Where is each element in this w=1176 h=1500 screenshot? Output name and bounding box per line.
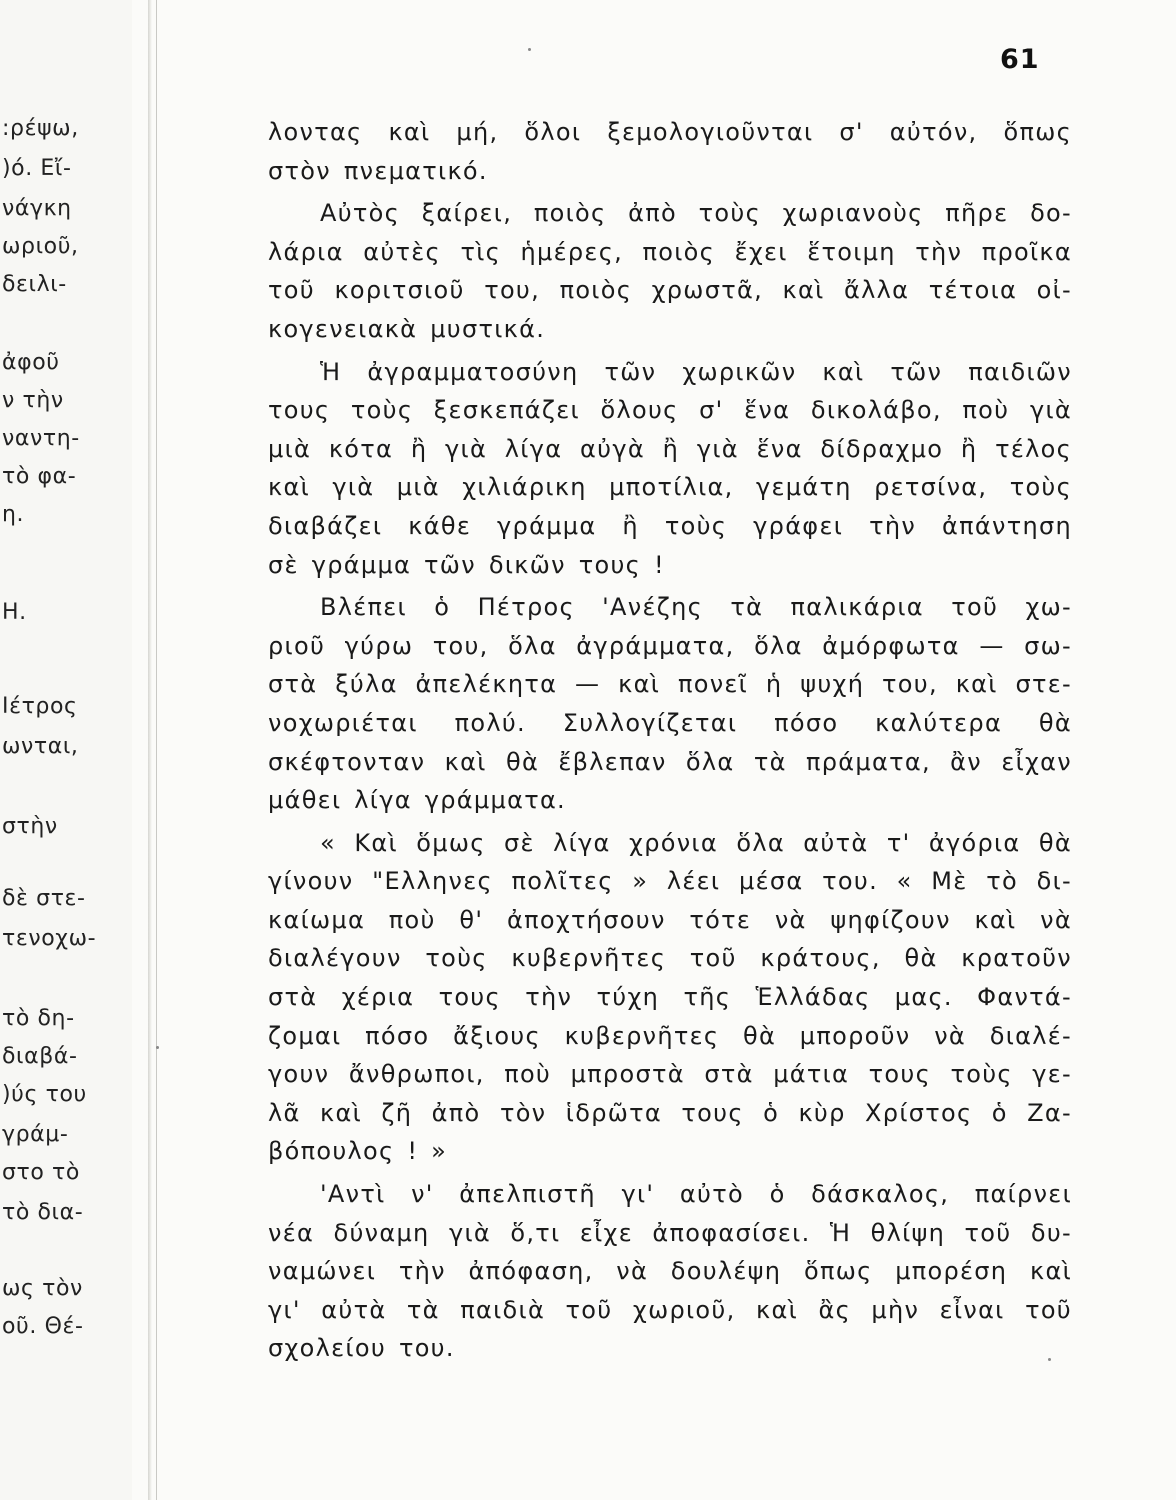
left-page-line: Ιέτρος [2,694,78,719]
text-line: σὲ γράμμα τῶν δικῶν τους ! [268,550,665,579]
paragraph [268,588,1072,820]
left-page-line: ως τὸν [2,1276,83,1301]
left-page-line: νάγκη [2,196,72,221]
paragraph [268,1175,1072,1368]
text-line: Αὐτὸς ξαίρει, ποιὸς ἀπὸ τοὺς χωριανοὺς πῆρε δο- [320,199,1072,228]
text-line: στὰ ξύλα ἀπελέκητα — καὶ πονεῖ ἡ ψυχή του, καὶ στε- [268,670,1072,699]
paragraph [268,194,1072,348]
paragraph [268,353,1072,585]
text-line: διαλέγουν τοὺς κυβερνῆτες τοῦ κράτους, θὰ κρατοῦν [268,944,1072,973]
left-page-line: ωνται, [2,734,79,759]
text-line: « Καὶ ὅμως σὲ λίγα χρόνια ὅλα αὐτὰ τ' ἀγόρια θὰ [320,828,1072,857]
text-line: σκέφτονταν καὶ θὰ ἔβλεπαν ὅλα τὰ πράματα, ἂν εἶχαν [268,747,1072,776]
paragraph [268,824,1072,1171]
text-line: στὰ χέρια τους τὴν τύχη τῆς Ἑλλάδας μας. Φαντά- [268,983,1072,1012]
text-line: βόπουλος ! » [268,1137,448,1166]
left-page-line: ν τὴν [2,388,64,413]
left-page-line: )ό. Εἴ- [2,156,72,181]
text-line: λοντας καὶ μή, ὅλοι ξεμολογιοῦνται σ' αὐτόν, ὅπως [268,118,1072,146]
text-line: μάθει λίγα γράμματα. [268,786,566,815]
left-page-line: στὴν [2,814,58,839]
left-page-line: τὸ δη- [2,1006,75,1031]
book-gutter [148,0,152,1500]
left-page-line: τὸ δια- [2,1200,84,1225]
text-line: λάρια αὐτὲς τὶς ἡμέρες, ποιὸς ἔχει ἕτοιμη τὴν προῖκα [268,237,1072,266]
left-page-line: διαβά- [2,1044,78,1069]
text-line: κογενειακὰ μυστικά. [268,314,546,343]
left-page-line: ἀφοῦ [2,350,60,375]
text-line: καίωμα ποὺ θ' ἀποχτήσουν τότε νὰ ψηφίζουν καὶ νὰ [268,905,1072,934]
left-page-line: δειλι- [2,272,67,297]
left-page-line: οῦ. Θέ- [2,1314,84,1339]
text-line: ναμώνει τὴν ἀπόφαση, νὰ δουλέψη ὅπως μπορέση καὶ [268,1257,1072,1286]
text-line: Βλέπει ὁ Πέτρος 'Ανέζης τὰ παλικάρια τοῦ χω- [320,593,1072,622]
text-line: Ἡ ἀγραμματοσύνη τῶν χωρικῶν καὶ τῶν παιδιῶν [320,357,1072,386]
paragraph [268,113,1072,190]
text-line: λᾶ καὶ ζῆ ἀπὸ τὸν ἱδρῶτα τους ὁ κὺρ Χρίστος ὁ Ζα- [268,1098,1072,1127]
gutter-edge [156,0,157,1500]
text-line: σχολείου του. [268,1334,455,1363]
left-page-line: τὸ φα- [2,464,77,489]
text-line: τοῦ κοριτσιοῦ του, ποιὸς χρωστᾶ, καὶ ἄλλα τέτοια οἰ- [268,276,1072,305]
left-page-line: η. [2,502,25,527]
left-page-line: ωριοῦ, [2,234,79,259]
text-line: 'Αντὶ ν' ἀπελπιστῆ γι' αὐτὸ ὁ δάσκαλος, παίρνει [320,1180,1072,1209]
paper-speck [156,1046,159,1049]
left-page-line: :ρέψω, [2,116,79,141]
left-page-line: στο τὸ [2,1160,80,1185]
text-line: ριοῦ γύρω του, ὅλα ἀγράμματα, ὅλα ἀμόρφωτα — σω- [268,631,1072,660]
left-page-line: )ύς του [2,1082,87,1107]
text-line: νέα δύναμη γιὰ ὅ,τι εἶχε ἀποφασίσει. Ἡ θλίψη τοῦ δυ- [268,1218,1072,1247]
text-line: νοχωριέται πολύ. Συλλογίζεται πόσο καλύτερα θὰ [268,708,1072,737]
text-line: γι' αὐτὰ τὰ παιδιὰ τοῦ χωριοῦ, καὶ ἂς μὴν εἶναι τοῦ [268,1295,1072,1324]
left-page-line: δὲ στε- [2,886,86,911]
text-line: γίνουν "Ελληνες πολῖτες » λέει μέσα του. « Μὲ τὸ δι- [268,867,1072,896]
paper-speck [528,48,531,51]
text-line: μιὰ κότα ἢ γιὰ λίγα αὐγὰ ἢ γιὰ ἕνα δίδραχμο ἢ τέλος [268,434,1072,463]
main-text-column [268,113,1072,1368]
left-page-line: τενοχω- [2,926,97,951]
text-line: στὸν πνεματικό. [268,156,488,185]
paper-speck [1048,1358,1051,1361]
text-line: γουν ἄνθρωποι, ποὺ μπροστὰ στὰ μάτια τους τοὺς γε- [268,1060,1072,1089]
text-line: διαβάζει κάθε γράμμα ἢ τοὺς γράφει τὴν ἀπάντηση [268,511,1072,540]
left-page-line: Η. [2,600,27,625]
left-page-line: γράμ- [2,1122,69,1147]
text-line: καὶ γιὰ μιὰ χιλιάρικη μποτίλια, γεμάτη ρετσίνα, τοὺς [268,473,1072,502]
text-line: τους τοὺς ξεσκεπάζει ὅλους σ' ἕνα δικολάβο, ποὺ γιὰ [268,396,1072,425]
left-page-fragment [0,0,132,1500]
left-page-line: ναντη- [2,426,80,451]
text-line: ζομαι πόσο ἄξιους κυβερνῆτες θὰ μποροῦν νὰ διαλέ- [268,1021,1072,1050]
page-number: 61 [1000,44,1040,75]
